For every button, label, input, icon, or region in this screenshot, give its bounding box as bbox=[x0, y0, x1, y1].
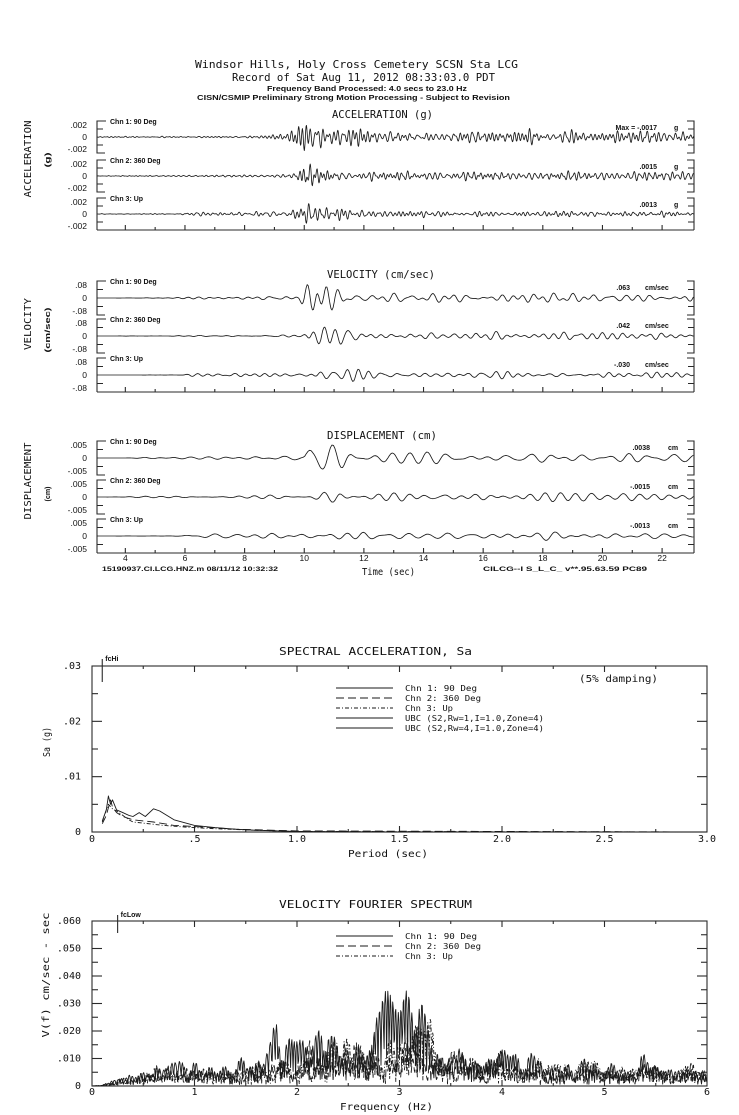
plot-frame bbox=[92, 921, 707, 1086]
x-tick-label: 4 bbox=[498, 1087, 506, 1098]
max-unit-label: cm bbox=[668, 523, 679, 530]
velocity-fourier-spectrum-title: VELOCITY FOURIER SPECTRUM bbox=[279, 898, 473, 911]
channel-label: Chn 1: 90 Deg bbox=[110, 439, 157, 446]
velocity-panel-2 bbox=[72, 317, 694, 354]
y-tick-label: .010 bbox=[56, 1053, 81, 1065]
y-tick-label-min: -.002 bbox=[67, 221, 87, 231]
legend-label: UBC (S2,Rw=4,I=1.0,Zone=4) bbox=[405, 724, 544, 733]
y-axis-label: V(f) cm/sec - sec bbox=[41, 935, 52, 1038]
y-tick-label-zero: 0 bbox=[82, 531, 87, 541]
y-tick-label-min: -.005 bbox=[67, 544, 87, 554]
displacement-unit-label: (cm) bbox=[45, 486, 52, 502]
spectral-acceleration-chart bbox=[42, 645, 716, 860]
max-unit-label: cm/sec bbox=[645, 362, 669, 369]
fourier-series-chn1 bbox=[92, 991, 707, 1086]
y-tick-label-zero: 0 bbox=[82, 370, 87, 380]
spectral-acceleration-title: SPECTRAL ACCELERATION, Sa bbox=[279, 645, 472, 658]
x-tick-label: 8 bbox=[242, 553, 247, 563]
max-value-label: .0038 bbox=[632, 445, 650, 452]
max-unit-label: cm/sec bbox=[645, 285, 669, 292]
max-unit-label: cm bbox=[668, 445, 679, 452]
x-tick-label: 6 bbox=[182, 553, 188, 563]
velocity-group-label: VELOCITY bbox=[23, 301, 34, 350]
max-value-label: -.0013 bbox=[630, 523, 650, 530]
plot-frame bbox=[92, 666, 707, 832]
y-tick-label: .03 bbox=[62, 661, 81, 672]
station-code-label: CILCG--I S_L_C_ v**.95.63.59 PC89 bbox=[483, 566, 648, 573]
y-tick-label: .050 bbox=[56, 943, 81, 955]
x-tick-label: 1.0 bbox=[287, 834, 307, 845]
x-tick-label: .5 bbox=[188, 834, 201, 845]
max-value-label: .042 bbox=[616, 323, 630, 330]
x-tick-label: 22 bbox=[657, 553, 667, 563]
x-tick-label: 2.5 bbox=[595, 834, 614, 845]
max-unit-label: cm/sec bbox=[645, 323, 669, 330]
x-tick-label: 4 bbox=[122, 553, 128, 563]
x-axis-label: Frequency (Hz) bbox=[340, 1102, 433, 1113]
displacement-chn2-trace bbox=[97, 492, 693, 502]
velocity-chart bbox=[23, 268, 694, 393]
y-tick-label-max: .002 bbox=[70, 159, 87, 169]
y-tick-label-max: .08 bbox=[75, 357, 87, 367]
acceleration-panel-2 bbox=[68, 158, 694, 193]
y-tick-label-min: -.005 bbox=[67, 505, 87, 515]
x-tick-label: 0 bbox=[88, 834, 96, 845]
y-tick-label-max: .002 bbox=[70, 120, 87, 130]
x-tick-label: 16 bbox=[478, 553, 488, 563]
displacement-title: DISPLACEMENT (cm) bbox=[327, 429, 437, 442]
sa-series-chn3 bbox=[102, 804, 707, 832]
y-tick-label-min: -.005 bbox=[67, 466, 87, 476]
legend-label: Chn 1: 90 Deg bbox=[405, 932, 478, 941]
legend bbox=[336, 684, 544, 733]
acceleration-title: ACCELERATION (g) bbox=[332, 108, 433, 121]
acceleration-group-label: ACCELERATION bbox=[23, 125, 34, 198]
max-value-label: .0015 bbox=[639, 164, 657, 171]
displacement-panel-1 bbox=[68, 439, 694, 476]
velocity-title: VELOCITY (cm/sec) bbox=[327, 268, 435, 281]
x-tick-label: 2 bbox=[293, 1087, 301, 1098]
x-tick-label: 10 bbox=[299, 553, 309, 563]
x-tick-label: 1 bbox=[191, 1087, 198, 1098]
frequency-band-note: Frequency Band Processed: 4.0 secs to 23.0 Hz bbox=[267, 86, 468, 93]
x-tick-label: 3 bbox=[396, 1087, 403, 1098]
y-tick-label: .040 bbox=[56, 971, 81, 982]
y-tick-label: .030 bbox=[56, 998, 81, 1010]
channel-label: Chn 1: 90 Deg bbox=[110, 279, 157, 286]
channel-label: Chn 3: Up bbox=[110, 196, 144, 203]
x-tick-label: 3.0 bbox=[697, 834, 717, 845]
max-unit-label: cm bbox=[668, 484, 679, 491]
processing-disclaimer: CISN/CSMIP Preliminary Strong Motion Processing - Subject to Revision bbox=[197, 95, 510, 102]
damping-annotation: (5% damping) bbox=[579, 674, 658, 685]
legend bbox=[336, 932, 481, 961]
legend-label: Chn 2: 360 Deg bbox=[405, 942, 482, 951]
y-tick-label-zero: 0 bbox=[82, 171, 87, 181]
x-tick-label: 1.5 bbox=[390, 834, 409, 845]
y-tick-label-max: .08 bbox=[75, 280, 87, 290]
record-title: Windsor Hills, Holy Cross Cemetery SCSN Sta LCG bbox=[195, 58, 518, 71]
x-tick-label: 5 bbox=[601, 1087, 608, 1098]
acceleration-chn2-trace bbox=[97, 164, 694, 186]
y-tick-label-min: -.002 bbox=[67, 183, 87, 193]
velocity-panel-3 bbox=[72, 356, 694, 393]
acceleration-chart bbox=[23, 108, 694, 231]
record-id-label: 15190937.CI.LCG.HNZ.m 08/11/12 10:32:32 bbox=[102, 566, 279, 573]
legend-label: Chn 3: Up bbox=[405, 952, 454, 961]
y-tick-label-min: -.002 bbox=[67, 144, 87, 154]
y-tick-label-min: -.08 bbox=[72, 383, 87, 393]
x-tick-label: 18 bbox=[538, 553, 548, 563]
max-unit-label: g bbox=[674, 164, 679, 171]
channel-label: Chn 1: 90 Deg bbox=[110, 119, 157, 126]
y-tick-label: .01 bbox=[62, 771, 81, 783]
max-value-label: -.0015 bbox=[630, 484, 650, 491]
velocity-fourier-spectrum-chart bbox=[41, 898, 710, 1113]
channel-label: Chn 2: 360 Deg bbox=[110, 158, 161, 165]
legend-label: Chn 3: Up bbox=[405, 704, 454, 713]
y-tick-label-max: .08 bbox=[75, 318, 87, 328]
channel-label: Chn 3: Up bbox=[110, 517, 144, 524]
y-tick-label-max: .005 bbox=[70, 440, 87, 450]
record-header bbox=[195, 58, 518, 102]
channel-label: Chn 2: 360 Deg bbox=[110, 317, 161, 324]
max-value-label: -.030 bbox=[614, 362, 630, 369]
velocity-chn1-trace bbox=[97, 285, 693, 310]
y-tick-label-max: .002 bbox=[70, 197, 87, 207]
x-axis-label: Time (sec) bbox=[362, 567, 415, 578]
x-tick-label: 14 bbox=[418, 553, 429, 563]
panel-right-bracket bbox=[687, 160, 694, 192]
y-tick-label: 0 bbox=[74, 1081, 81, 1092]
channel-label: Chn 2: 360 Deg bbox=[110, 478, 161, 485]
displacement-chart bbox=[23, 429, 694, 578]
y-tick-label-zero: 0 bbox=[82, 132, 87, 142]
velocity-unit-label: (cm/sec) bbox=[45, 324, 52, 353]
y-tick-label-zero: 0 bbox=[82, 293, 87, 303]
y-axis-label: Sa (g) bbox=[42, 720, 53, 757]
y-tick-label-max: .005 bbox=[70, 479, 87, 489]
y-tick-label: 0 bbox=[74, 827, 81, 838]
displacement-chn3-trace bbox=[97, 532, 693, 540]
y-tick-label: .020 bbox=[56, 1026, 81, 1037]
max-unit-label: g bbox=[674, 202, 679, 209]
max-value-label: .0013 bbox=[639, 202, 657, 209]
displacement-group-label: DISPLACEMENT bbox=[23, 447, 34, 520]
acceleration-panel-3 bbox=[68, 196, 694, 231]
x-tick-label: 12 bbox=[359, 553, 369, 563]
x-tick-label: 20 bbox=[597, 553, 608, 563]
y-tick-label-min: -.08 bbox=[72, 344, 87, 354]
cutoff-marker-label: fcHi bbox=[105, 656, 119, 663]
velocity-panel-1 bbox=[72, 279, 694, 316]
max-value-label: .063 bbox=[616, 285, 630, 292]
sa-series-chn1 bbox=[102, 796, 707, 832]
acceleration-chn1-trace bbox=[97, 125, 694, 150]
x-tick-label: 0 bbox=[88, 1087, 96, 1098]
max-unit-label: g bbox=[674, 125, 679, 132]
x-axis-label: Period (sec) bbox=[348, 849, 428, 860]
y-tick-label-max: .005 bbox=[70, 518, 87, 528]
y-tick-label-zero: 0 bbox=[82, 331, 87, 341]
y-tick-label: .02 bbox=[62, 716, 81, 728]
displacement-panel-2 bbox=[68, 478, 694, 515]
cutoff-marker-label: fcLow bbox=[120, 912, 141, 919]
acceleration-unit-label: (g) bbox=[45, 158, 52, 168]
record-datetime: Record of Sat Aug 11, 2012 08:33:03.0 PDT bbox=[232, 71, 496, 84]
y-tick-label: .060 bbox=[56, 916, 81, 927]
acceleration-panel-1 bbox=[68, 119, 694, 154]
x-tick-label: 2.0 bbox=[492, 834, 512, 845]
acceleration-chn3-trace bbox=[97, 204, 694, 224]
legend-label: UBC (S2,Rw=1,I=1.0,Zone=4) bbox=[405, 714, 544, 723]
y-tick-label-zero: 0 bbox=[82, 209, 87, 219]
velocity-chn3-trace bbox=[97, 369, 693, 381]
channel-label: Chn 3: Up bbox=[110, 356, 144, 363]
max-value-label: Max = -.0017 bbox=[615, 125, 657, 132]
legend-label: Chn 1: 90 Deg bbox=[405, 684, 478, 693]
x-tick-label: 6 bbox=[703, 1087, 711, 1098]
y-tick-label-min: -.08 bbox=[72, 306, 87, 316]
displacement-chn1-trace bbox=[97, 445, 693, 469]
legend-label: Chn 2: 360 Deg bbox=[405, 694, 482, 703]
y-tick-label-zero: 0 bbox=[82, 492, 87, 502]
velocity-chn2-trace bbox=[97, 327, 693, 344]
y-tick-label-zero: 0 bbox=[82, 453, 87, 463]
